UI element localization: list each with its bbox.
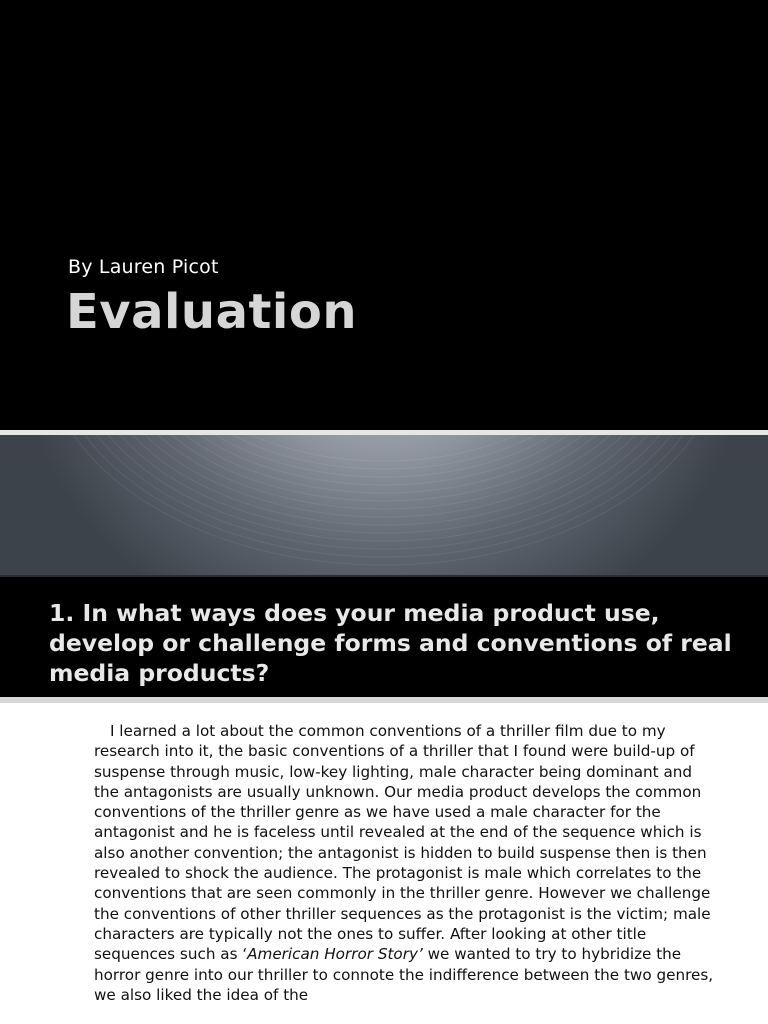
title-slide (0, 0, 768, 430)
document-page (0, 703, 768, 1024)
decorative-arc-lines (0, 435, 768, 577)
slide-title: Evaluation (66, 284, 358, 340)
italic-film-title: American Horror Story’ (247, 945, 423, 964)
body-paragraph (94, 721, 714, 1005)
slide-subtitle: By Lauren Picot (68, 256, 219, 278)
paragraph-text-continued: we wanted to try to hybridize the horror genre into our thriller to connote the indifference between the two genres, we also liked the idea of the (94, 945, 714, 1004)
decorative-gradient-band (0, 435, 768, 577)
paragraph-text: I learned a lot about the common conventions of a thriller film due to my research into it, the basic conventions of a thriller that I found were build-up of suspense through music, low-key lighting, male character being dominant and the antagonists are usually unknown. Our media product develops the common conventions of the thriller genre as we have used a male character for the antagonist and he is faceless until revealed at the end of the sequence which is also another convention; the antagonist is hidden to build suspense then is then revealed to shock the audience. The protagonist is male which correlates to the conventions that are seen commonly in the thriller genre. However we challenge the conventions of other thriller sequences as the protagonist is the victim; male characters are typically not the ones to suffer. After looking at other title sequences such as ‘ (94, 722, 711, 964)
question-heading: 1. In what ways does your media product use, develop or challenge forms and conventions of real media products? (49, 599, 732, 687)
question-slide (0, 435, 768, 697)
